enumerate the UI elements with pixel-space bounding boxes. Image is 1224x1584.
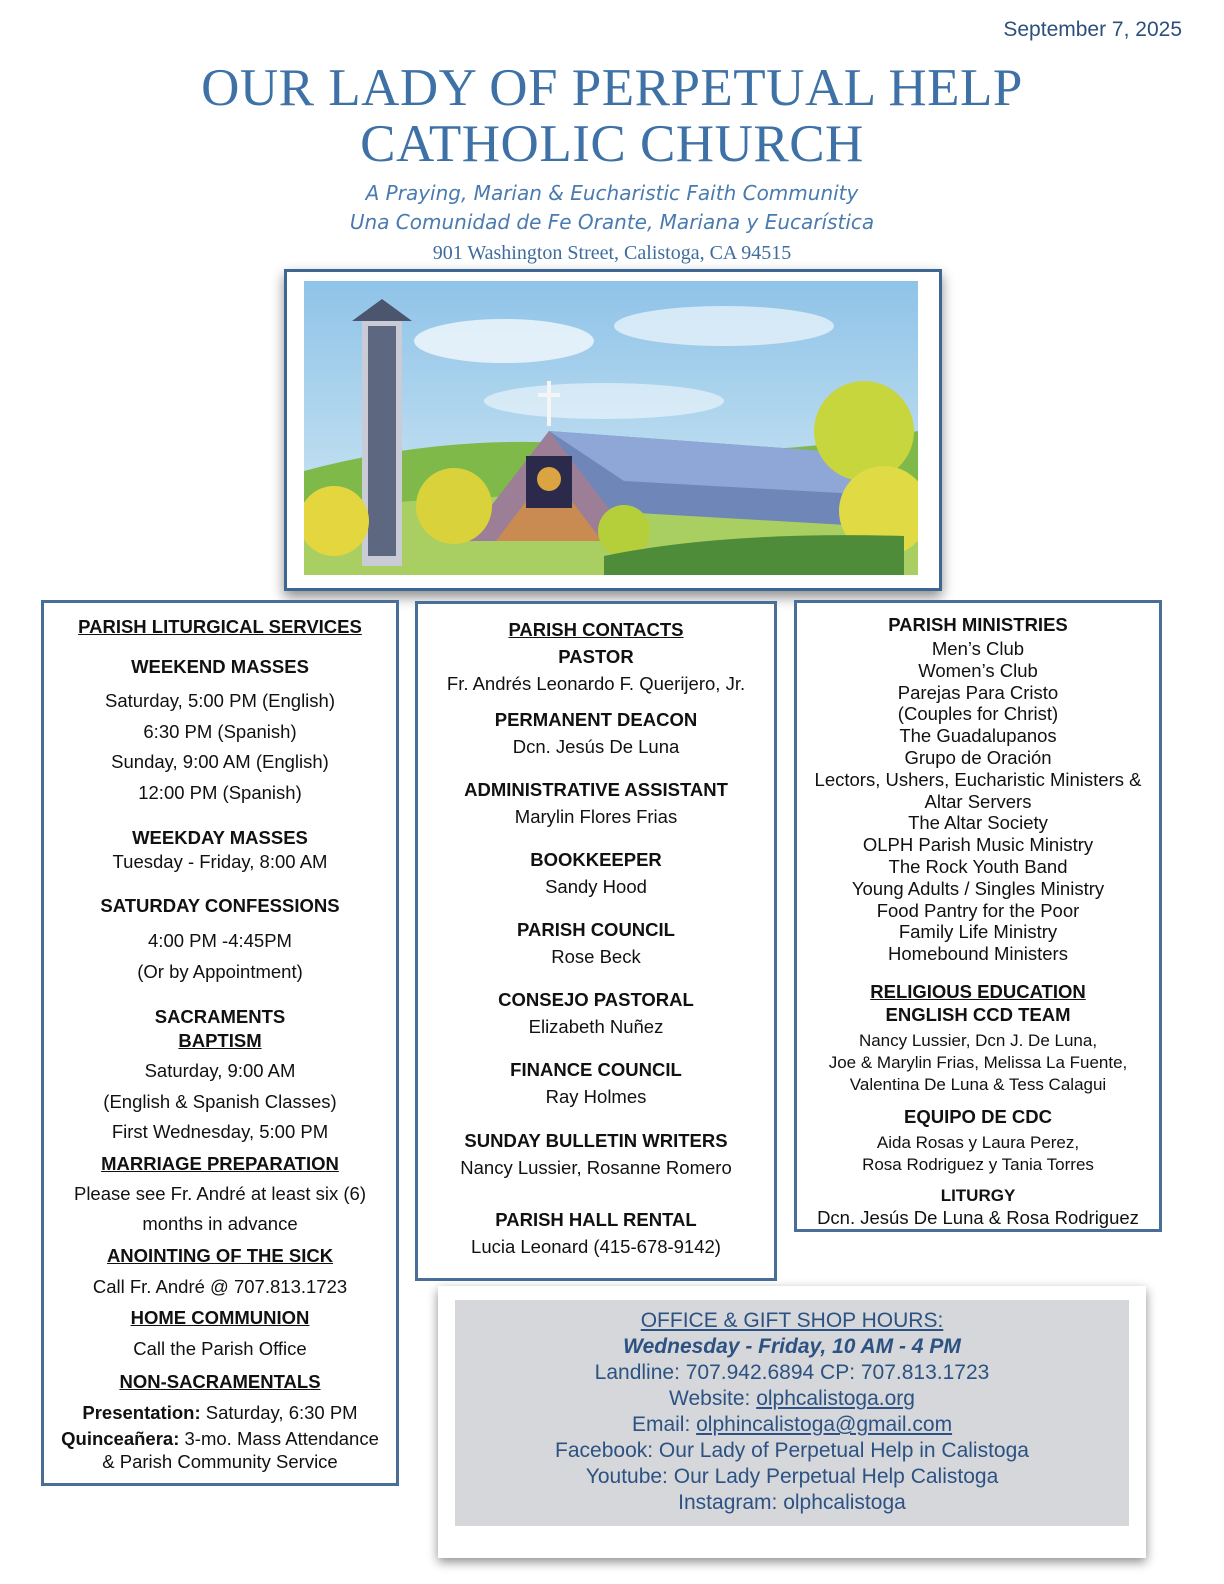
quinceanera-req: 3-mo. Mass Attendance — [179, 1427, 379, 1449]
contact-role: PARISH COUNCIL — [517, 919, 675, 940]
weekday-masses: Tuesday - Friday, 8:00 AM — [112, 851, 328, 872]
ministry-item: (Couples for Christ) — [897, 703, 1059, 725]
contact-role: PERMANENT DEACON — [494, 709, 698, 730]
ministry-item: Food Pantry for the Poor — [876, 899, 1080, 921]
tagline-spanish: Una Comunidad de Fe Orante, Mariana y Eucarística — [349, 210, 875, 234]
church-title — [0, 60, 1224, 172]
contact-name: Ray Holmes — [545, 1086, 647, 1107]
contact-role: PARISH HALL RENTAL — [495, 1209, 697, 1230]
anointing-info: Call Fr. André @ 707.813.1723 — [92, 1275, 348, 1297]
ministry-item: The Altar Society — [908, 812, 1048, 834]
contact-hall-rental — [418, 1208, 774, 1258]
marriage-2: months in advance — [142, 1213, 298, 1234]
office-hours-box — [438, 1286, 1146, 1558]
contact-name: Elizabeth Nuñez — [528, 1016, 664, 1037]
ccd-line-1: Nancy Lussier, Dcn J. De Luna, — [858, 1030, 1098, 1050]
ministry-item: Altar Servers — [924, 790, 1032, 812]
parish-ministries-panel — [794, 600, 1162, 1232]
ministry-item: Homebound Ministers — [888, 943, 1068, 965]
title-line-2: CATHOLIC CHURCH — [360, 115, 864, 173]
presentation-label: Presentation: — [82, 1401, 201, 1423]
weekend-masses-heading: WEEKEND MASSES — [131, 656, 309, 677]
liturgy-info: Dcn. Jesús De Luna & Rosa Rodriguez — [817, 1206, 1139, 1228]
contact-name: Marylin Flores Frias — [514, 806, 678, 827]
contact-deacon — [418, 708, 774, 758]
marriage-heading: MARRIAGE PREPARATION — [101, 1152, 339, 1174]
ministry-item: OLPH Parish Music Ministry — [862, 834, 1094, 856]
ccd-line-2: Joe & Marylin Frias, Melissa La Fuente, — [828, 1052, 1128, 1072]
contact-name: Dcn. Jesús De Luna — [512, 736, 680, 757]
office-heading: OFFICE & GIFT SHOP HOURS: — [640, 1309, 944, 1332]
sacraments-heading: SACRAMENTS — [154, 1006, 286, 1027]
contact-admin — [418, 778, 774, 828]
ccd-line-3: Valentina De Luna & Tess Calagui — [849, 1074, 1107, 1094]
marriage-list — [44, 1179, 396, 1240]
ministry-item: Men’s Club — [931, 638, 1025, 659]
weekend-mass-3: Sunday, 9:00 AM (English) — [111, 751, 329, 772]
contact-name: Sandy Hood — [545, 876, 647, 897]
contact-consejo — [418, 988, 774, 1038]
cdc-list — [797, 1132, 1159, 1176]
quinceanera-info — [44, 1427, 396, 1450]
office-instagram: Instagram: olphcalistoga — [678, 1491, 906, 1514]
email-link[interactable]: olphincalistoga@gmail.com — [696, 1413, 953, 1436]
contact-finance — [418, 1058, 774, 1108]
office-hours: Wednesday - Friday, 10 AM - 4 PM — [623, 1335, 961, 1358]
confessions-note: (Or by Appointment) — [137, 961, 303, 982]
quinceanera-req-2: & Parish Community Service — [102, 1450, 338, 1472]
contact-parish-council — [418, 918, 774, 968]
ccd-team-heading: ENGLISH CCD TEAM — [885, 1003, 1071, 1025]
bulletin-date: September 7, 2025 — [1003, 18, 1182, 41]
contact-role: PASTOR — [558, 646, 634, 667]
church-address: 901 Washington Street, Calistoga, CA 94515 — [432, 242, 792, 264]
office-facebook: Facebook: Our Lady of Perpetual Help in Calistoga — [555, 1439, 1029, 1462]
ministry-item: The Guadalupanos — [899, 725, 1057, 747]
ministry-item: Lectors, Ushers, Eucharistic Ministers & — [814, 768, 1142, 790]
contact-name: Nancy Lussier, Rosanne Romero — [460, 1157, 732, 1178]
marriage-1: Please see Fr. André at least six (6) — [73, 1182, 367, 1204]
ministry-item: Parejas Para Cristo — [897, 681, 1059, 703]
baptism-list — [44, 1056, 396, 1148]
confessions-time: 4:00 PM -4:45PM — [148, 930, 292, 951]
contact-role: CONSEJO PASTORAL — [498, 989, 694, 1010]
office-hours-content — [455, 1300, 1129, 1526]
website-label: Website: — [669, 1387, 757, 1410]
ministries-list — [797, 638, 1159, 965]
contact-role: FINANCE COUNCIL — [510, 1059, 682, 1080]
liturgical-heading: PARISH LITURGICAL SERVICES — [78, 616, 362, 637]
tagline-english: A Praying, Marian & Eucharistic Faith Community — [365, 181, 859, 205]
parish-contacts-panel — [415, 601, 777, 1281]
church-painting — [284, 269, 942, 591]
ministry-item: Young Adults / Singles Ministry — [851, 877, 1105, 899]
confessions-list — [44, 925, 396, 987]
contact-role: BOOKKEEPER — [530, 849, 662, 870]
ministry-item: Grupo de Oración — [904, 746, 1052, 768]
contact-role: ADMINISTRATIVE ASSISTANT — [464, 779, 728, 800]
baptism-2: (English & Spanish Classes) — [103, 1090, 337, 1112]
quinceanera-label: Quinceañera: — [61, 1427, 180, 1449]
presentation-info — [44, 1401, 396, 1424]
cdc-heading: EQUIPO DE CDC — [903, 1105, 1053, 1127]
weekend-mass-4: 12:00 PM (Spanish) — [138, 781, 302, 803]
baptism-1: Saturday, 9:00 AM — [144, 1060, 296, 1081]
office-phones: Landline: 707.942.6894 CP: 707.813.1723 — [594, 1361, 990, 1384]
church-illustration — [304, 281, 918, 575]
contact-bulletin — [418, 1129, 774, 1179]
ccd-team-list — [797, 1030, 1159, 1096]
cdc-line-1: Aida Rosas y Laura Perez, — [876, 1132, 1080, 1152]
weekday-masses-heading: WEEKDAY MASSES — [132, 827, 308, 848]
contact-pastor — [418, 645, 774, 695]
contact-bookkeeper — [418, 848, 774, 898]
non-sacramentals-heading: NON-SACRAMENTALS — [119, 1370, 321, 1392]
weekend-mass-1: Saturday, 5:00 PM (English) — [105, 690, 335, 711]
contact-role: SUNDAY BULLETIN WRITERS — [464, 1130, 728, 1151]
weekend-masses-list — [44, 686, 396, 808]
office-email — [455, 1412, 1129, 1438]
home-communion-info: Call the Parish Office — [133, 1337, 307, 1359]
office-website — [455, 1386, 1129, 1412]
email-label: Email: — [631, 1413, 697, 1436]
contacts-heading: PARISH CONTACTS — [508, 619, 684, 640]
website-link[interactable]: olphcalistoga.org — [756, 1387, 915, 1410]
ministry-item: The Rock Youth Band — [888, 855, 1068, 877]
ministries-heading: PARISH MINISTRIES — [888, 614, 1068, 635]
confessions-heading: SATURDAY CONFESSIONS — [100, 895, 340, 916]
ministry-item: Family Life Ministry — [898, 921, 1058, 943]
ministry-item: Women’s Club — [918, 659, 1038, 681]
contact-name: Rose Beck — [551, 946, 641, 967]
religious-education-heading: RELIGIOUS EDUCATION — [870, 980, 1086, 1002]
liturgical-services-panel — [41, 600, 399, 1486]
title-line-1: OUR LADY OF PERPETUAL HELP — [201, 59, 1023, 117]
anointing-heading: ANOINTING OF THE SICK — [106, 1244, 334, 1266]
liturgy-heading: LITURGY — [940, 1185, 1016, 1205]
baptism-3: First Wednesday, 5:00 PM — [111, 1121, 329, 1142]
office-youtube: Youtube: Our Lady Perpetual Help Calistoga — [585, 1465, 999, 1488]
weekend-mass-2: 6:30 PM (Spanish) — [143, 720, 297, 742]
baptism-heading: BAPTISM — [178, 1030, 262, 1051]
contact-name: Lucia Leonard (415-678-9142) — [471, 1236, 721, 1257]
home-communion-heading: HOME COMMUNION — [130, 1306, 310, 1328]
presentation-time: Saturday, 6:30 PM — [200, 1401, 358, 1423]
contact-name: Fr. Andrés Leonardo F. Querijero, Jr. — [446, 673, 746, 694]
cdc-line-2: Rosa Rodriguez y Tania Torres — [862, 1154, 1094, 1174]
